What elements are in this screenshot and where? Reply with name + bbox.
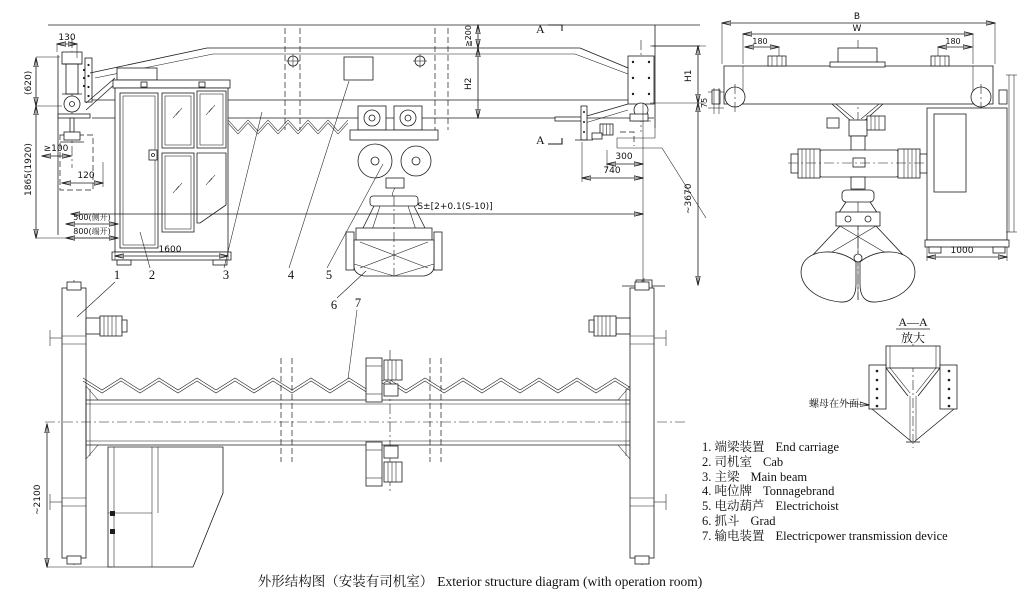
dim-span: S±[2+0.1(S-10)]	[417, 202, 493, 212]
legend-item-en: Grad	[750, 513, 776, 528]
legend-item-en: End carriage	[775, 440, 840, 454]
dim-180-left: 180	[752, 37, 768, 46]
dim-b: B	[853, 12, 861, 22]
hoist-trolley-end-view	[788, 104, 932, 189]
tonnage-plate	[344, 57, 373, 80]
section-mark-a-top: A	[536, 22, 545, 36]
dim-740: 740	[603, 166, 621, 176]
dim-500-side: 500(侧开)	[73, 213, 111, 222]
legend-item	[702, 455, 1022, 470]
dim-180-right: 180	[945, 37, 961, 46]
legend-item-label: 7. 输电装置	[702, 528, 765, 543]
callout-4: 4	[287, 268, 295, 282]
legend	[702, 440, 1022, 544]
plan-hoist-trolley	[366, 350, 402, 492]
dim-w: W	[852, 24, 862, 34]
detail-title: A—A	[898, 315, 928, 329]
legend-item-label: 4. 吨位牌	[702, 484, 753, 499]
detail-note-nut-outside: 螺母在外面	[809, 399, 859, 410]
section-mark-a-bottom: A	[536, 133, 545, 147]
callout-5: 5	[325, 268, 333, 282]
dim-130: 130	[58, 33, 76, 43]
callout-1: 1	[113, 268, 121, 282]
dim-1865-1920: 1865(1920)	[24, 143, 34, 196]
legend-item-label: 6. 抓斗	[702, 513, 740, 528]
legend-item-en: Main beam	[750, 469, 808, 484]
caption-en: Exterior structure diagram (with operation room)	[437, 574, 703, 589]
dim-120: 120	[77, 171, 95, 181]
legend-item	[702, 440, 1022, 455]
legend-item	[702, 484, 1022, 499]
plan-cab	[108, 447, 223, 567]
legend-item	[702, 529, 1022, 544]
electric-hoist-elevation	[350, 106, 438, 201]
legend-item	[702, 514, 1022, 529]
legend-item	[702, 499, 1022, 514]
legend-item-label: 1. 端梁装置	[702, 440, 765, 454]
dim-620: (620)	[24, 70, 34, 95]
festoon-wire-elevation	[228, 120, 348, 134]
detail-subtitle: 放大	[900, 331, 926, 345]
legend-item-label: 5. 电动葫芦	[702, 499, 765, 514]
detail-aa	[809, 315, 957, 448]
caption-zh: 外形结构图（安装有司机室）	[257, 574, 434, 589]
dim-h1: H1	[684, 69, 694, 82]
dim-1600: 1600	[158, 245, 182, 255]
dim-ge200: ≧200	[464, 25, 473, 47]
legend-item-en: Tonnagebrand	[763, 484, 835, 499]
dim-ge100: ≥100	[43, 144, 69, 154]
ceiling-hatch	[48, 13, 700, 46]
dim-800-end: 800(端开)	[73, 227, 111, 236]
callout-6: 6	[330, 298, 338, 312]
plan-right-end-carriage	[589, 280, 666, 566]
legend-item-label: 3. 主梁	[702, 469, 740, 484]
elevation-view	[24, 13, 706, 291]
dim-300: 300	[615, 152, 633, 162]
legend-item-label: 2. 司机室	[702, 454, 753, 469]
dim-75: 75	[700, 97, 709, 108]
legend-item-en: Electricpower transmission device	[775, 528, 948, 543]
dim-2100: ~2100	[33, 484, 43, 515]
dim-1000: 1000	[950, 246, 974, 256]
legend-item	[702, 470, 1022, 485]
callout-2: 2	[148, 268, 156, 282]
legend-item-en: Cab	[763, 454, 784, 469]
dim-h2: H2	[464, 77, 474, 90]
dim-3670: ~3670	[684, 183, 694, 214]
legend-item-en: Electrichoist	[775, 499, 839, 514]
callout-7: 7	[354, 296, 362, 310]
end-view	[700, 12, 1017, 302]
callout-3: 3	[222, 268, 230, 282]
section-marks	[536, 22, 562, 147]
drawing-caption	[160, 570, 800, 590]
